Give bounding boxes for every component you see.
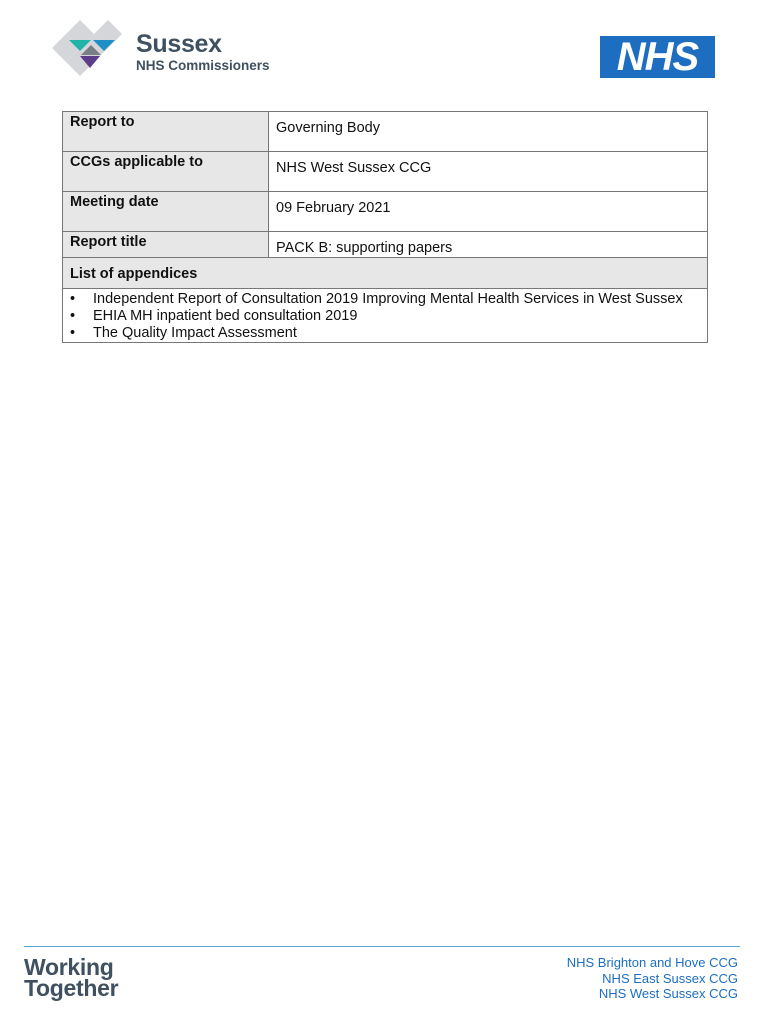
footer-divider [24,946,740,947]
report-to-value: Governing Body [269,112,708,152]
meeting-date-value: 09 February 2021 [269,192,708,232]
report-title-value: PACK B: supporting papers [269,232,708,272]
org-subtitle: NHS Commissioners [136,58,270,73]
ccg-east-sussex: NHS East Sussex CCG [602,970,738,986]
appendices-list [63,289,707,342]
report-to-label: Report to [63,112,269,152]
meeting-date-label: Meeting date [63,192,269,232]
ccgs-applicable-value: NHS West Sussex CCG [269,152,708,192]
report-title-label: Report title [63,232,269,272]
list-item: • The Quality Impact Assessment [93,325,701,342]
working-together-slogan [24,954,119,1001]
org-name: Sussex [136,30,222,58]
ccgs-applicable-label: CCGs applicable to [63,152,269,192]
sussex-diamond-mark-icon [52,20,128,76]
nhs-logo: NHS [600,36,715,78]
list-item: • Independent Report of Consultation 2019 Improving Mental Health Services in West Sussex [93,291,701,308]
appendices-heading: List of appendices [63,258,707,289]
sussex-commissioners-logo [52,20,302,80]
appendices-box [62,257,708,343]
ccg-brighton-hove: NHS Brighton and Hove CCG [566,955,738,970]
slogan-line-1: Working [24,954,114,980]
table-row [63,152,708,192]
report-meta-table [62,111,708,272]
ccg-west-sussex: NHS West Sussex CCG [598,986,738,1001]
slogan-line-2: Together [24,975,119,1001]
table-row [63,112,708,152]
footer-ccg-list [567,955,738,1002]
list-item: • EHIA MH inpatient bed consultation 2019 [93,308,701,325]
table-row [63,192,708,232]
